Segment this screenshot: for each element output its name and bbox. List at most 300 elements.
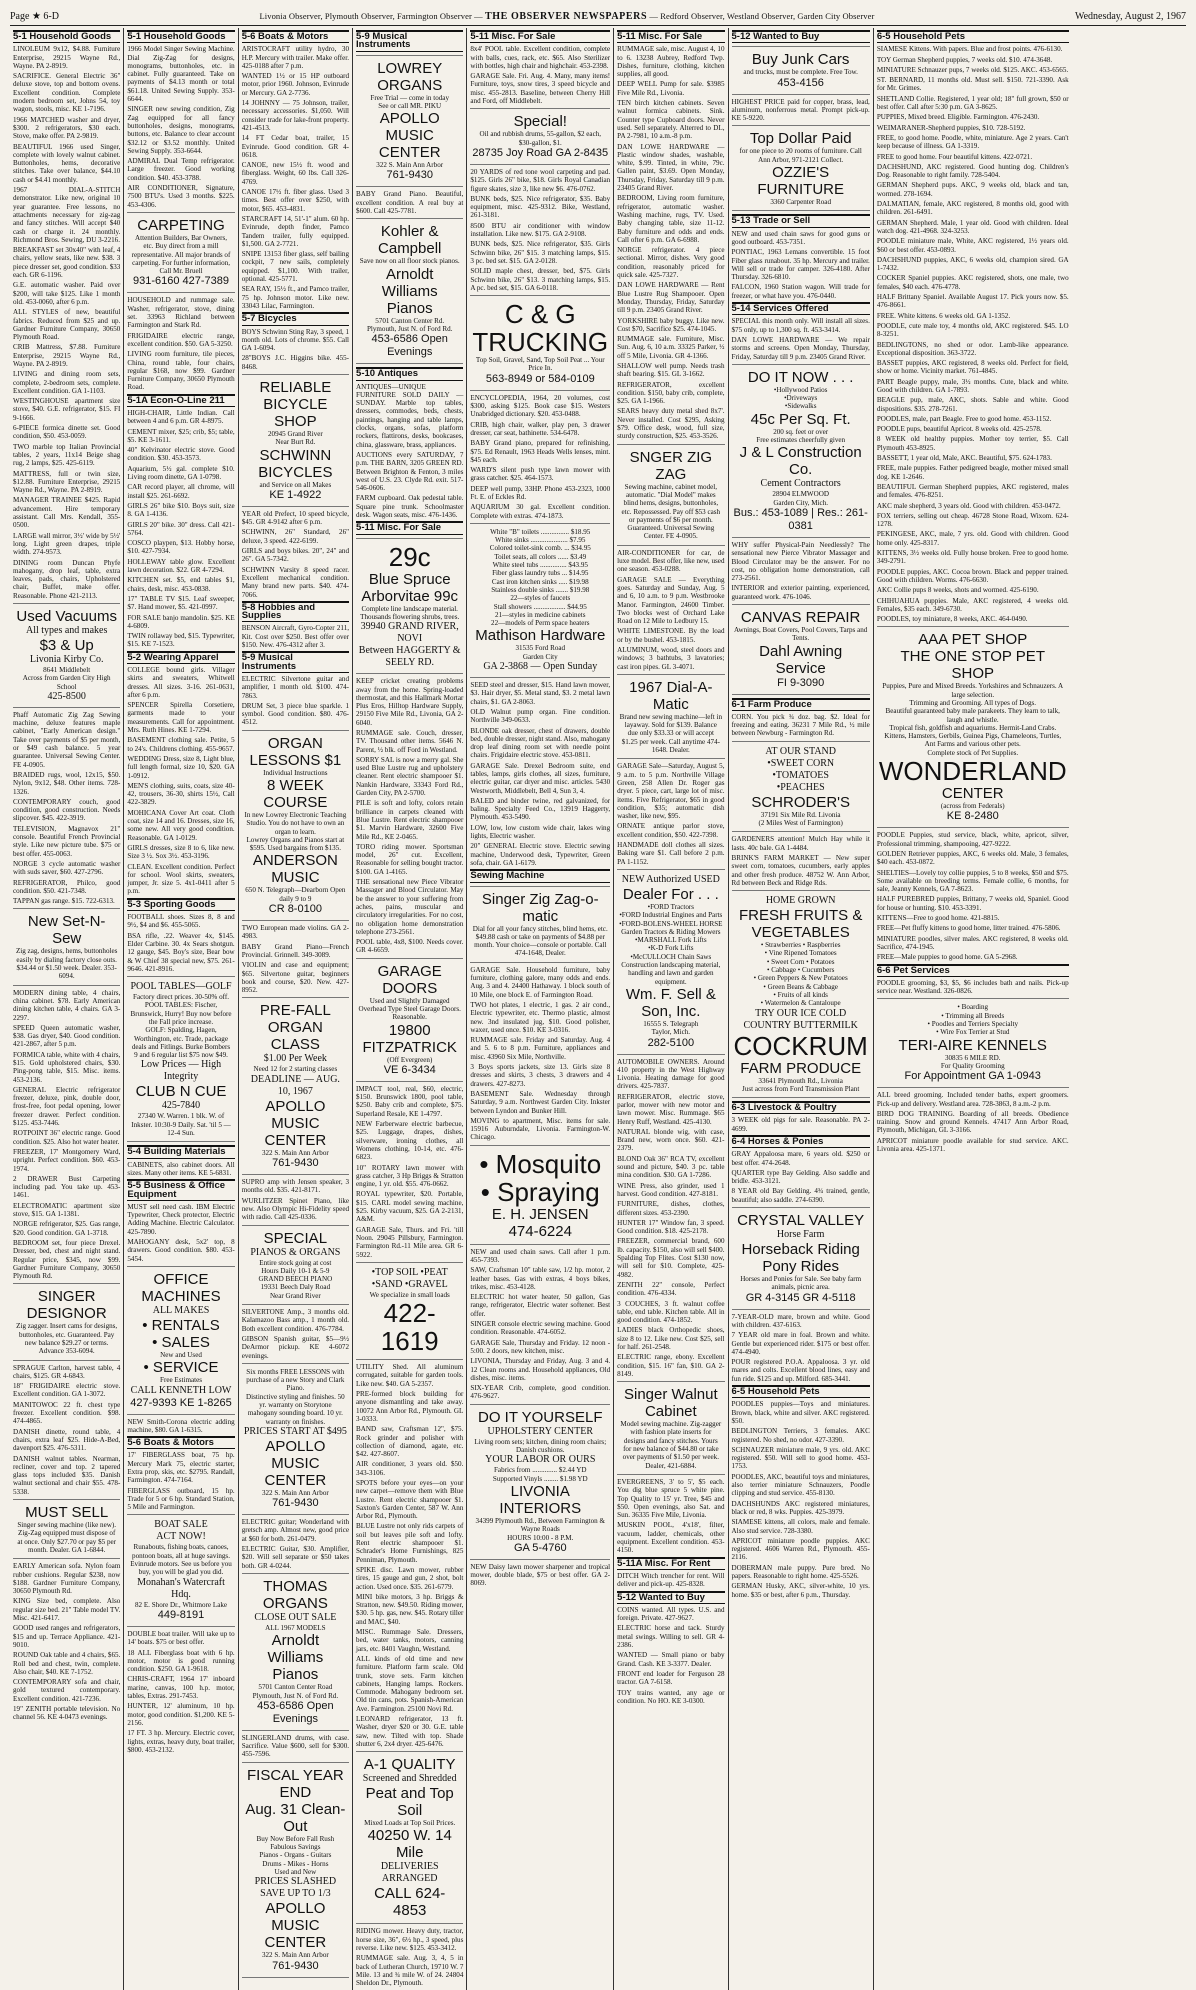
display-ad-line: 21—styles in medicine cabinets: [495, 610, 586, 619]
display-ad-line: TRY OUR ICE COLD COUNTRY BUTTERMILK: [743, 1007, 858, 1031]
classified-ad: NATURAL blonde wig, with case, Brand new, worn once. $60. 421-2379.: [617, 1127, 725, 1153]
section-heading: 6-6 Pet Services: [877, 964, 1069, 977]
display-ad-line: 16555 S. Telegraph: [643, 1019, 699, 1028]
masthead-left-papers: Livonia Observer, Plymouth Observer, Farmington Observer —: [259, 10, 483, 21]
display-ad-line: • Cabbage • Cucumbers: [766, 966, 835, 975]
classified-ad: GENERAL Electric refrigerator freezer, deluxe, pink, double door, frost-free, foot pedal opening, lower freezer drawer. Perfect condition. $125. 453-7446.: [13, 1085, 121, 1128]
display-ad-line: Used and Slightly Damaged Overhead Type Steel Garage Doors. Reasonable.: [358, 996, 461, 1022]
classified-ad: BABY Grand Piano—French Provincial. Grinnell. 349-3089.: [241, 942, 350, 959]
display-ad-line: New Set-N-Sew: [27, 913, 106, 948]
classified-ad: DACHSHUND puppies, AKC, 6 weeks old, champion sired. GA 1-7432.: [876, 255, 1069, 273]
classified-ad: GRAY Appaloosa mare, 6 years old. $250 or best offer. 474-2648.: [731, 1150, 870, 1167]
display-ad-line: Horses and Ponies for Sale. See baby farm animals, picnic area.: [740, 1275, 862, 1292]
display-ad-line: •PEACHES: [776, 781, 825, 793]
display-ad-line: Mathison Hardware: [475, 627, 606, 645]
classified-ad: BLONDE oak dresser, chest of drawers, double bed, double dresser, night stand. Also, mahogany drop leaf dining room set with needle point chairs. Frigidaire electric stove. 453-0811.: [470, 726, 611, 760]
display-ad-line: Across from Garden City High School: [22, 674, 111, 691]
section-heading: 5-7 Bicycles: [242, 312, 349, 325]
display-ad-line: LOWREY ORGANS: [377, 59, 443, 94]
display-ad: [242, 1363, 349, 1515]
classified-ad: UTILITY Shed. All aluminum corrugated, suitable for garden tools. Like new. $40. GA 5-2357.: [356, 1363, 464, 1388]
classified-ad: BLUE Lustre not only rids carpets of soil but leaves pile soft and lofty. Rent electric shampooer $1. Schrader's Home Furnishings, 825 Penniman, Plymouth.: [356, 1522, 464, 1564]
classified-ad: ELECTRIC hot water heater, 50 gallon, Gas range, refrigerator, Electric water softener. Best offer.: [470, 1293, 611, 1318]
classified-ad: DANISH dinette, round table, 4 chairs, extra leaf $25. Hide-A-Bed, davenport $25. 476-5311.: [13, 1427, 121, 1453]
classified-ad: 14 JOHNNY — 75 Johnson, trailer, necessary accessories. $1,050. Will consider trade for lake-front property. 421-4513.: [241, 99, 350, 132]
display-ad: [356, 1751, 463, 1924]
classified-ad: SHETLAND Collie. Registered, 1 year old; 18" full grown, $50 or best offer. Call after 5:30 p.m. GA 3-8625.: [876, 94, 1069, 112]
classified-ad: 14 FT Cedar boat, trailer, 15 Evinrude. Good condition. GR 4-0618.: [241, 134, 350, 159]
display-ad-line: 931-6160 427-7389: [133, 275, 230, 288]
display-ad-line: BOAT SALE: [154, 1519, 208, 1531]
classified-ad: ANTIQUES—UNIQUE FURNITURE SOLD DAILY — SUNDAY. Marble top tables, dressers, commodes, beds, chests, paintings, hanging and table lamps, clocks, organs, sofas, platform rockers, flattirons, desks, bookcases, china, glassware, brass, appliances.: [356, 382, 464, 449]
classified-ad: SACRIFICE. General Electric 36" deluxe stove, top and bottom ovens. Excellent condition. Complete modern bedroom set, Johns 54, toy wagon, stools, misc. KE 1-7196.: [13, 72, 121, 114]
display-ad-line: Used Vacuums: [16, 608, 117, 625]
classified-ad: POODLE Puppies, stud service, black, white, apricot, silver, Professional trimming, shampooing, 427-9222.: [876, 831, 1069, 848]
display-ad: [470, 886, 610, 963]
display-ad-line: Trimming and Grooming. All types of Dogs.: [909, 699, 1037, 707]
display-ad-line: 19800 FITZPATRICK: [362, 1021, 457, 1056]
classified-ad: WANTED 1½ or 15 HP outboard motor, prior 1960. Johnson, Evinrude or Mercury. GA 2-7736.: [241, 72, 350, 97]
classified-ad: POOL table, 4x8, $100. Needs cover. GR 4-6659.: [356, 938, 464, 955]
classified-ad: SUPRO amp with Jensen speaker, 3 months old. $35. 421-8171.: [241, 1178, 350, 1195]
section-heading: 5-1 Household Goods: [13, 30, 120, 43]
display-ad-line: Top Dollar Paid: [749, 130, 852, 148]
display-ad: [242, 1573, 349, 1731]
masthead-publications: [259, 11, 874, 22]
classified-ad: FREEZER, 17' Montgomery Ward, upright. Perfect condition. $60. 453-1974.: [13, 1147, 121, 1173]
display-ad-line: PRICES START AT $495: [243, 1425, 347, 1437]
display-ad: [732, 364, 870, 538]
display-ad-line: ORGAN CLASS: [267, 1019, 323, 1054]
section-heading: 6-5 Household Pets: [732, 1385, 870, 1398]
display-ad-line: Kohler & Campbell: [378, 223, 442, 258]
classified-ad: DEEP well pump, 33HP. Phone 453-2323, 1000 Ft. E. of Eckles Rd.: [470, 484, 611, 501]
section-heading: 6-3 Livestock & Poultry: [732, 1101, 870, 1114]
display-ad-line: KE 8-2480: [946, 810, 999, 823]
display-ad-line: 3360 Carpenter Road: [770, 198, 832, 207]
classified-ad: MINI bike motors, 3 hp. Briggs & Stratton, new. $49.50. Riding mower, $30. 5 hp. gas, new. $45. Rotary tiller and MAC, $40.: [356, 1592, 464, 1626]
classified-column: [353, 28, 467, 1990]
classified-ad: MINIATURE Schnauzer pups, 7 weeks old. $125. AKC. 453-6565.: [876, 65, 1069, 74]
classified-ad: TWO hot plates, 1 electric, 1 gas. 2 air cond., Electric typewriter, etc. Thermo plastic, almost new. 3nd insulated jug, $10. Good polisher, waxer, used once. $10. KE 3-0316.: [470, 1000, 611, 1034]
display-ad: [732, 890, 870, 1098]
display-ad-line: E. H. JENSEN: [491, 1205, 589, 1223]
display-ad-line: • Poodles and Terriers Specialty: [927, 1020, 1018, 1029]
display-ad-line: SPECIAL: [263, 1229, 328, 1247]
classified-ad: FOX terriers, selling out cheap. 46728 Stone Road, Wixom. 624-1278.: [876, 511, 1069, 529]
display-ad-line: Dial for all your fancy stitches, blind hems, etc. $49.88 cash or take on payments of $4.88 per month. Your choice—console or portable. Call 474-1648, Dealer.: [472, 924, 608, 958]
display-ad-line: 761-9430: [272, 1959, 319, 1972]
classified-ad: HALF PUREBRED puppies, Brittany, 7 weeks old, Spaniel. Good for house or hunting. $10. 453-3391.: [876, 895, 1069, 912]
section-heading: 5-14 Services Offered: [732, 302, 870, 315]
classified-ad: 3 WEEK old pigs for sale. Reasonable. PA 2-4699.: [731, 1116, 870, 1133]
classified-ad: POUR registered P.O.A. Appaloosa. 3 yr. old mares and colts. Excellent blood lines, easy and fun ride. $125 and up. Milford. 685-3441.: [731, 1358, 870, 1383]
classified-ad: WESTINGHOUSE apartment size stove, $40. G.E. refrigerator, $15. FI 9-1666.: [13, 397, 121, 422]
classified-column: [614, 28, 728, 1990]
display-ad-line: SNGER ZIG ZAG: [629, 448, 713, 483]
display-ad: [127, 1266, 234, 1415]
classified-ad: SCHWINN Varsity 8 speed racer. Excellent mechanical condition. Many brand new parts. $40. 474-7066.: [241, 565, 350, 599]
classified-ad: GIRLS dresses, size 8 to 6, like new. Size 3 ½. Sox 3½. 453-3196.: [127, 843, 235, 861]
classified-column: [239, 28, 353, 1990]
display-ad-line: Entire stock going at cost: [259, 1258, 332, 1267]
display-ad-line: Top Soil, Gravel, Sand, Top Soil Peat ... Your Price In.: [475, 356, 605, 373]
display-ad-line: 453-6586 Open Evenings: [371, 333, 448, 359]
classified-ad: SPOTS before your eyes—on your new carpet—remove them with Blue Lustre. Rent electric shampooer $1. Saxton's Garden Center, 587 W. Ann Arbor Rd., Plymouth.: [356, 1478, 464, 1521]
classified-ad: BSA rifle, .22. Weaver 4x, $145. Elder Carbine. 30. 4x Sears shotgun. 12 gauge, $45. Boy's size, Bear bow & W Chief 38 special new, $75. 261-9646. 421-8916.: [127, 931, 235, 973]
classified-ad: AKC male shepherd, 3 years old. Good with children. 453-0472.: [876, 501, 1061, 510]
display-ad-line: Zig zag, designs, hems, buttonholes easily by dialing factory close outs. $34.44 or $1.50 week. Dealer. 353-6094.: [15, 947, 118, 981]
classified-ad: BENSON Aircraft, Gyro-Copter 211, Kit. Cost over $250. Best offer over $150. New. 476-4312 after 3.: [241, 624, 350, 650]
display-ad-line: AAA PET SHOP: [918, 631, 1028, 649]
classified-ad: FREE. White kittens. 6 weeks old. GA 1-1352.: [876, 311, 1011, 320]
classified-ad: MODERN dining table, 4 chairs, china cabinet. $78. Early American dining kitchen table, 4 chairs. GA 3-2297.: [13, 988, 121, 1022]
display-ad: [127, 212, 234, 293]
classified-ad: LEONARD refrigerator, 13 ft. Washer, dryer $20 or 30. G.E. table saw, new. Tilted with top. Shade shutter 6, 2x4 dryer. 425-6476.: [356, 1715, 464, 1748]
display-ad-line: 39940 GRAND RIVER, NOVI: [360, 621, 459, 645]
classified-ad: POODLES puppies—Toys and miniatures. Brown, black, white and silver. AKC registered. $50.: [731, 1400, 870, 1425]
display-ad-line: New and Used: [160, 1350, 202, 1359]
display-ad-line: Taylor, Mich.: [651, 1028, 691, 1037]
display-ad: [356, 218, 463, 364]
display-ad-line: Used and New: [274, 1867, 317, 1876]
display-ad-line: 761-9430: [272, 1157, 319, 1170]
classified-column: [467, 28, 614, 1990]
display-ad-line: APOLLO MUSIC CENTER: [264, 1097, 327, 1149]
display-ad-line: FRESH FRUITS & VEGETABLES: [739, 907, 863, 942]
classified-ad: REFRIGERATOR, excellent condition. $150, baby crib, complete, $25. GA 1-1966.: [617, 380, 725, 406]
classified-ad: COCKER Spaniel puppies. AKC registered, shots, one male, two females, $40 each. 476-4778.: [876, 274, 1069, 291]
section-heading: 5-5 Business & Office Equipment: [127, 1179, 234, 1201]
classified-ad: PART Beagle puppy, male, 3½ months. Cute, black and white. Good with children. GA 1-7893.: [876, 377, 1069, 394]
display-ad-line: DELIVERIES ARRANGED: [380, 1861, 439, 1885]
display-ad: [617, 869, 724, 1055]
classified-ad: HOLLEWAY table glow. Excellent lawn decoration. $22. GR 4-7294.: [127, 557, 235, 575]
section-heading: 5-3 Sporting Goods: [127, 898, 234, 911]
classified-ad: SIAMESE Kittens. With papers. Blue and frost points. 476-6130.: [876, 45, 1063, 54]
display-ad-line: • Watermelon & Cantaloupe: [760, 999, 841, 1008]
display-ad-line: (2 Miles West of Farmington): [758, 819, 843, 828]
classified-ad: IMPACT tool, real, $60, electric, $150. Brunswick 1800, pool table, $250. Baby crib and complete, $75. Superland Resale, KE 1-4797.: [356, 1084, 464, 1118]
display-ad-line: Singer Walnut Cabinet: [624, 1386, 718, 1421]
classified-ad: SOLID maple chest, dresser, bed, $75. Girls Schwinn bike, 26" $13. 3 matching lamps, $15. A pc. bed set, $15. GA 6-0118.: [470, 267, 611, 292]
classified-ad: MANAGER TRAINEE $425. Rapid advancement. Hire temporary assistant. Call Mrs. Kendall, 355-0500.: [13, 496, 121, 530]
display-ad-line: OZZIE'S FURNITURE: [757, 164, 844, 199]
section-heading: 5-4 Building Materials: [127, 1145, 234, 1158]
display-ad-line: Fabulous Savings: [270, 1843, 321, 1852]
display-ad: [617, 674, 724, 759]
display-ad-line: ANDERSON MUSIC: [252, 852, 338, 887]
display-ad-line: 82 E. Shore Dr., Whitmore Lake: [134, 1600, 228, 1609]
section-heading: 6-1 Farm Produce: [732, 698, 870, 711]
display-ad-line: Just across from Ford Transmission Plant: [742, 1084, 860, 1093]
classified-ad: ZENITH 22" console, Perfect condition. 476-4334.: [617, 1280, 725, 1298]
classified-ad: BAND saw, Craftsman 12", $75. Rock grinder and polisher with collection of diamond, agate, etc. $42. 427-8607.: [356, 1425, 464, 1459]
classified-ad: ALL kinds of old time and new furniture. Platform farm scale. Old trunk, stove sets. Farm kitchen cabinets, Hanging lamps. Rockers. Commode. Mahogany bedroom set. Old tin cans, pots. Spanish-American Ave. Farmington. 25100 Novi Rd.: [356, 1654, 464, 1713]
display-ad-line: For Appointment GA 1-0943: [904, 1070, 1041, 1083]
classified-ad: 7-YEAR-OLD mare, brown and white. Good with children. 437-6163.: [731, 1312, 870, 1329]
display-ad-line: 20945 Grand River: [267, 429, 323, 438]
classified-ad: PUPPIES, Mixed breed. Eligible. Farmington. 476-2430.: [876, 113, 1040, 122]
classified-ad: BASEMENT Sale. Wednesday through Saturday, 9 a.m. Northwest Garden City. Inkster between Lyndon and Bunker Hill.: [470, 1089, 611, 1115]
display-ad-line: CARPETING: [137, 216, 225, 234]
display-ad-line: Buy Junk Cars: [751, 51, 850, 69]
display-ad-line: Stall showers .................. $44.95: [493, 602, 587, 611]
display-ad-line: 29c: [388, 541, 431, 572]
display-ad-line: BICYCLE SHOP: [263, 395, 328, 430]
display-ad-line: 37191 Six Mile Rd. Livonia: [760, 810, 841, 819]
display-ad: [242, 730, 349, 921]
classified-ad: CONTEMPORARY sofa and chair, gold textured contemporary. Excellent condition. 421-7236.: [13, 1678, 121, 1703]
display-ad-line: J & L Construction Co.: [739, 444, 862, 479]
display-ad-line: • Spraying: [480, 1176, 600, 1207]
display-ad-line: Lowrey Organs and Pianos start at $595. Used bargains from $135.: [246, 835, 345, 853]
display-ad: [242, 374, 349, 507]
display-ad-line: PRICES SLASHED: [254, 1876, 337, 1888]
display-ad-line: Horse Farm: [776, 1229, 825, 1241]
display-ad-line: 453-4156: [777, 76, 824, 89]
display-ad-line: • Boarding: [957, 1003, 989, 1012]
display-ad-line: THOMAS ORGANS: [262, 1577, 328, 1612]
display-ad-line: Pianos - Organs - Guitars: [259, 1851, 332, 1860]
classified-ad: WEDDING Dress, size 8, Light blue, full length formal, size 10, $20. GA 1-0912.: [127, 754, 235, 780]
display-ad-line: and trucks, must be complete. Free Tow.: [743, 68, 858, 77]
display-ad: [356, 958, 463, 1082]
classified-ad: DACHSHUNDS AKC registered miniatures, black or red, 8 wks. Puppies. 425-3979.: [731, 1499, 870, 1516]
display-ad-line: Drums - Mikes - Horns: [262, 1859, 329, 1868]
display-ad-line: Free estimates cheerfully given: [756, 436, 846, 445]
display-ad-line: (across from Federals): [940, 802, 1005, 811]
display-ad-line: Distinctive styling and finishes. 50 yr. warranty on Storytone mahogany sounding board. 10 yr. warranty on finishes.: [246, 1392, 345, 1426]
display-ad-line: •McCULLOCH Chain Saws: [630, 952, 712, 961]
display-ad-line: 27340 W. Warren. 1 blk. W. of Inkster. 10:30-9 Daily. Sat. 'til 5 — 12-4 Sun.: [131, 1112, 231, 1138]
display-ad-line: Free Estimates: [160, 1376, 202, 1385]
classified-ad: CRIB Mattress, $7.88. Furniture Enterprise, 29215 Wayne Rd., Wayne. PA 2-8919.: [13, 343, 121, 368]
classified-ad: BEAGLE pup, male, AKC, shots. Sable and white. Good dispositions. $35. 278-7261.: [876, 396, 1069, 413]
classified-ad: BUNK beds, $25. Nice refrigerator, $35. Girls Schwinn bike, 26" $15. 3 matching lamps, $15. 3 pc. bed set. $15. GA 2-0128.: [470, 240, 611, 265]
display-ad-line: YOUR LABOR OR OURS: [485, 1454, 596, 1466]
classified-ad: WURLITZER Spinet Piano, like new. Also Olympic Hi-Fidelity speed with radio. Call 425-0336.: [241, 1196, 350, 1222]
classified-ad: MUSKIN POOL, 4'x18', filter, vacuum, ladder, chemicals, other equipment. Excellent condition. 453-4150.: [617, 1521, 725, 1555]
display-ad-line: Supported Vinyls ........ $1.98 YD: [492, 1474, 588, 1483]
classified-ad: MINIATURE poodles, silver males. AKC registered, 8 weeks old. Sacrifice, 474-1945.: [876, 934, 1069, 951]
display-ad-line: 28735 Joy Road GA 2-8435: [472, 146, 609, 159]
display-ad-line: A-1 QUALITY: [363, 1756, 456, 1774]
classified-ad: AKC Collie pups 8 weeks, shots and wormed. 425-6190.: [876, 586, 1039, 595]
classified-ad: GIRLS and boys bikes. 20", 24" and 26". GA 5-7342.: [241, 547, 350, 564]
display-ad: [13, 1499, 120, 1559]
classified-ad: MOVING to apartment, Misc. items for sale. 15916 Auburndale, Livonia. Farmington-W. Chicago.: [470, 1116, 611, 1142]
display-ad: [732, 741, 870, 833]
display-ad-line: and Service on all Makes: [259, 480, 332, 489]
display-ad-line: CANVAS REPAIR: [740, 608, 861, 626]
classified-ad: CHIHUAHUA puppies. Male, AKC registered, 4 weeks old. Females, $35 each. 349-6730.: [876, 596, 1069, 613]
classified-ad: PILE is soft and lofty, colors retain brilliance in carpets cleaned with Blue Lustre. Rent electric shampooer $1. Marvin Hardware, 32600 Five Mile Rd., KE 2-0465.: [356, 799, 464, 841]
classified-ad: BOYS Schwinn Sting Ray, 3 speed, 1 month old. Lots of chrome. $55. Call GA 1-6094.: [241, 327, 350, 353]
classified-ad: SHALLOW well pump. Needs trash shaft bearing. $15. GL 3-1662.: [617, 361, 725, 379]
display-ad-line: Tropical fish, goldfish and aquariums. Hermit-Land Crabs.: [889, 723, 1057, 732]
display-ad-line: Awnings, Boat Covers, Pool Covers, Tarps and Tents.: [734, 625, 868, 643]
classified-ad: ADMIRAL Dual Temp refrigerator. Large freezer. Good working condition. $40. 453-3788.: [127, 157, 235, 182]
classified-ad: TAPPAN gas range. $15. 722-6313.: [13, 897, 115, 906]
section-heading: Sewing Machine: [470, 869, 610, 882]
display-ad-line: GR 4-3145 GR 4-5118: [745, 1291, 856, 1304]
classified-ad: HUNTER 17" Window fan, 3 speed. Good condition. $18. 425-2178.: [617, 1218, 725, 1236]
display-ad-line: CLOSE OUT SALE: [254, 1611, 337, 1623]
classified-columns: [10, 28, 1186, 1988]
classified-ad: GARAGE Sale—Saturday, August 5, 9 a.m. to 5 p.m. Northville Village Green, 258 Allen Dr. Roger gas dryer. 5 piece, cart, large lot of misc. items. Five Refrigerator, $65 in good condition, $35; automatic dish washer, like new, $95.: [617, 762, 725, 821]
display-ad-line: For Quality Grooming: [940, 1061, 1005, 1070]
classified-ad: POODLE pups, beautiful Apricot. 8 weeks old. 425-2578.: [876, 425, 1042, 434]
classified-ad: AIR conditioner, 3 years old. $50. 343-3106.: [356, 1460, 464, 1477]
classified-ad: WANTED — Small piano or baby Grand. Cash. KE 3-3377. Dealer.: [617, 1651, 725, 1668]
classified-ad: HIGHEST PRICE paid for copper, brass, lead, aluminum, nonferrous metal. Prompt pick-up. KE 5-9220.: [731, 97, 870, 123]
classified-ad: EVERGREENS, 3' to 5', $5 each. You dig blue spruce 5 white pine. Top Quality to 15' yr. Tree, $45 and $50. Open evenings, also Sat. and Sun. 36335 Five Mile, Livonia.: [617, 1477, 725, 1520]
display-ad-line: CENTER: [941, 785, 1004, 803]
display-ad-line: HOME GROWN: [765, 895, 836, 907]
display-ad-line: $1.00 Per Week: [263, 1053, 327, 1065]
classified-ad: GARAGE Sale. Drexel Bedroom suite, end tables, lamps, girls clothes, all sizes, furniture, electric guitar, car dryer and misc. articles. 5430 Westworth, Middlebelt, Bell 4, Sun 3, 4.: [470, 761, 611, 795]
classified-ad: SPEED Queen automatic washer, $38. Gas dryer, $40. Good condition. 421-2867, after 5 p.m.: [13, 1023, 121, 1049]
classified-ad: WINE Press, also grinder, used 1 harvest. Good condition. 427-8181.: [617, 1181, 725, 1198]
display-ad-line: Dealer For . . .: [622, 885, 719, 903]
classified-ad: BALED and binder twine, red galvanized, for baling. Specialty Feed Co., 13919 Haggerty, Plymouth. 453-5490.: [470, 796, 611, 822]
display-ad-line: 33641 Plymouth Rd., Livonia: [758, 1076, 843, 1085]
classified-ad: POODLE grooming, $3, $5, $6 includes bath and nails. Pick-up service near. Westland. 326-0826.: [876, 978, 1069, 996]
classified-ad: 1966 MATCHED washer and dryer, $300. 2 refrigerators, $30 each. Stove, make offer. PA 2-9819.: [13, 115, 121, 141]
display-ad-line: In new Lowrey Electronic Teaching Studio. You do not have to own an organ to learn.: [244, 811, 347, 836]
classified-ad: GARAGE Sale, Thurs. and Fri. 'till Noon. 29045 Pillsbury, Farmington. Farmington Rd.-11 Mile area. GR 6-5922.: [356, 1225, 464, 1259]
display-ad-line: Zig zagger. Insert cams for designs, buttonholes, etc. Guaranteed. Pay new balance $29.27 or terms. Advance 353-6094.: [16, 1322, 118, 1356]
classified-ad: FOOTBALL shoes. Sizes 8, 8 and 9½, $4 and $6. 455-5065.: [127, 913, 235, 930]
classified-column: [10, 28, 124, 1990]
display-ad-line: 200 sq. feet or over: [773, 427, 829, 436]
classified-ad: LINOLEUM 9x12, $4.88. Furniture Enterprise, 29215 Wayne Rd., Wayne. PA 2-8919.: [13, 45, 121, 70]
classified-ad: SEARS heavy duty metal shed 8x7'. Never installed. Cost $295, Asking $79. Office desk, wood, full size, sturdy construction, $25. 453-3526.: [617, 407, 725, 441]
display-ad: [470, 295, 610, 391]
classified-ad: COLLEGE bound girls. Villager skirts and sweaters, Whitwell dresses. All sizes. 3-16. 261-0631, after 6 p.m.: [127, 666, 235, 699]
classified-ad: TOY German Shepherd puppies, 7 weeks old. $10. 474-3648.: [876, 55, 1053, 64]
display-ad-line: 22—models of Perm space heaters: [491, 619, 590, 628]
classified-ad: ALUMINUM, wood, steel doors and windows; 3 bathtubs, 3 lavatories; cast iron pipes. GL 3-4071.: [617, 646, 725, 671]
classified-ad: CRIB, high chair, walker, play pen, 3 drawer dresser, car seat, bathinette. 534-6478.: [470, 420, 611, 437]
classified-ad: DOUBLE boat trailer. Will take up to 14' boats. $75 or best offer.: [127, 1629, 235, 1647]
display-ad-line: Garden City, Mich.: [773, 498, 829, 507]
section-heading: 5-10 Antiques: [356, 367, 463, 380]
classified-ad: 6-PIECE formica dinette set. Good condition, $50. 453-0059.: [13, 424, 121, 441]
display-ad-line: APOLLO MUSIC CENTER: [264, 1900, 327, 1952]
classified-ad: MOHICANA Cover Art coat. Cloth coat, size 14 and 16. Dresses, size 16, some new. All very good condition. Reasonable. GA 1-0129.: [127, 808, 235, 842]
display-ad-line: CALL 624-4853: [374, 1885, 446, 1920]
classified-ad: MANITOWOC 22 ft. chest type freezer. Excellent condition. $98. 474-4865.: [13, 1400, 121, 1426]
classified-ad: AUCTIONS every SATURDAY, 7 p.m. THE BARN, 3205 GREEN RD. Between Brighton & Fenton, 3 miles west of U.S. 23. Clyde Rd. exit. 517-546-0606.: [356, 450, 464, 493]
classified-ad: DANISH walnut tables. Nearman, recliner, cover and top. 2 tapered glass tops included $35. Danish walnut sectional and chair $55. 478-5338.: [13, 1454, 121, 1496]
display-ad-line: HOURS 10:00 - 8 P.M.: [507, 1533, 574, 1542]
classified-ad: CEMENT mixer, $25; crib, $5; table, $5. KE 3-1611.: [127, 427, 235, 444]
section-heading: 5-9 Musical Instruments: [356, 30, 463, 52]
display-ad-line: Near Burt Rd.: [275, 438, 316, 447]
classified-ad: TWO European made violins. GA 2-4983.: [241, 924, 350, 941]
classified-ad: PEKINGESE, AKC, male, 7 yrs. old. Good with children. Good home only. 425-8317.: [876, 530, 1069, 547]
classified-ad: HUNTER, 12' aluminum, 10 hp. motor, good condition. $1,200. KE 5-2156.: [127, 1702, 235, 1727]
display-ad-line: SCHWINN BICYCLES: [258, 446, 333, 481]
classified-ad: PONTIAC, 1963 Lemans convertible. 15 foot Fiber glass runabout. 35 hp. Mercury and trailer. Will sell or trade for camper. 326-4180. After Thursday. 326-6810.: [731, 248, 870, 282]
classified-ad: DEEP WELL Pump for sale. $3985 Five Mile Rd., Livonia.: [617, 80, 725, 97]
display-ad-line: 45c Per Sq. Ft.: [750, 410, 851, 428]
classified-ad: BRINK'S FARM MARKET — New super sweet corn, tomatoes, cucumbers, early apples and other fresh produce. 48752 W. Ann Arbor, Rd between Beck and Ridge Rds.: [731, 853, 870, 887]
classified-ad: ELECTRIC range, ebony. Excellent condition, $15. 16" fan, $10. GA 2-8149.: [617, 1353, 725, 1378]
display-ad-line: Brand new sewing machine—left in layaway. Sold for $139. Balance due only $33.33 or will accept $1.25 per week. Call anytime 474-1648. Dealer.: [619, 712, 723, 755]
display-ad-line: Singer sewing machine (like new). Zig-Zag equipped must dispose of at once. Only $27.70 or pay $5 per month. Dealer. GA 1-6844.: [17, 1521, 117, 1554]
display-ad-line: • Trimming all Breeds: [941, 1011, 1005, 1020]
classified-ad: ELECTRIC guitar; Wonderland with gretsch amp. Almost new, good price at $60 for both. 261-0479.: [241, 1518, 350, 1543]
classified-ad: CONTEMPORARY couch, good condition, good construction. Needs slipcover. $45. 422-3919.: [13, 797, 121, 823]
section-heading: 5-12 Wanted to Buy: [617, 1591, 724, 1604]
display-ad-line: FARM PRODUCE: [740, 1059, 862, 1077]
classified-ad: POODLE, cute male toy, 4 months old, AKC registered. $45. LO 8-3251.: [876, 321, 1069, 339]
classified-ad: NEW Farberware electric barbecue, $25. Luggage, drapes, dishes, silverware, ironing clothes, all Womens clothing, 10-14, etc. 476-6823.: [356, 1120, 464, 1162]
display-ad-line: •FORD-BOLENS-WHEEL HORSE Garden Tractors & Riding Mowers: [619, 919, 723, 936]
display-ad-line: 761-9430: [272, 1497, 319, 1510]
section-heading: 5-11A Misc. For Rent: [617, 1557, 724, 1570]
classified-ad: 10" ROTARY lawn mower with grass catcher, 3 Hp Briggs & Stratton engine, 1 yr. old. $55. 476-0662.: [356, 1163, 464, 1189]
classified-ad: OLD Walnut pump organ. Fine condition. Northville 349-0633.: [470, 707, 611, 725]
display-ad-line: 40250 W. 14 Mile: [367, 1827, 452, 1862]
display-ad: [127, 976, 234, 1142]
classified-ad: SIAMESE kittens, all colors, male and female. Also stud service. 728-3380.: [731, 1518, 870, 1535]
display-ad: [242, 1762, 349, 1978]
classified-ad: SORRY SAL is now a merry gal. She used Blue Lustre rug and upholstery cleaner. Rent electric shampooer $1. Nankin Hardware, 33343 Ford Rd., Garden City, PA 2-5700.: [356, 755, 464, 798]
classified-ad: ST. BERNARD, 11 months old. Must sell. $150. 721-3390. Ask for Mr. Grimes.: [876, 76, 1069, 93]
classified-ad: 2 DRAWER Bust Carpeting including pad. You take up. 453-1461.: [13, 1174, 121, 1200]
display-ad-line: •TOP SOIL •PEAT: [371, 1266, 448, 1278]
classified-ad: YEAR old Prefect, 10 speed bicycle, $45. GR 4-9142 after 6 p.m.: [241, 509, 350, 527]
display-ad: [732, 604, 870, 695]
classified-ad: CANOE 17½ ft. fiber glass. Used 3 times. Best offer over $250, with motor, $65. 453-4831.: [241, 188, 350, 213]
display-ad-line: MUST SELL: [25, 1504, 109, 1522]
display-ad-line: Aug. 31 Clean-Out: [245, 1800, 346, 1835]
display-ad-line: KE 1-4922: [269, 488, 322, 501]
section-heading: 5-11 Misc. For Sale: [356, 521, 463, 534]
display-ad-line: 8641 Middlebelt: [43, 666, 91, 674]
classified-ad: COSCO playpen, $13. Hobby horse, $10. 427-7934.: [127, 539, 235, 556]
display-ad-line: 28904 ELMWOOD: [772, 490, 829, 499]
display-ad-line: Near Grand River: [269, 1291, 321, 1300]
display-ad-line: 19331 Beech Daly Road: [260, 1283, 331, 1292]
classified-ad: GERMAN Husky, AKC, silver-white, 10 yrs. home. $35 or best, after 6 p.m., Thursday.: [731, 1582, 870, 1599]
display-ad-line: Special!: [513, 113, 567, 131]
display-ad-line: • Green Beans & Cabbage: [763, 982, 838, 991]
classified-ad: BASSET puppies, AKC registered, 8 weeks old. Perfect for field, show or home. Vicinity market. 761-4845.: [876, 359, 1069, 376]
display-ad-line: 5701 Canton Center Rd.: [375, 316, 445, 325]
display-ad: [877, 998, 1069, 1088]
classified-ad: GARAGE Sale, Thursday and Friday. 12 noon - 5:00. 2 doors, new kitchen, misc.: [470, 1338, 611, 1355]
classified-ad: THE sensational new Piece Vibrator Massager and Blood Circulator. May be the answer to your suffering from aches, pains, muscular and circulatory irregularities. For no cost, no obligation home demonstration telephone 273-2561.: [356, 878, 464, 936]
display-ad-line: Arnoldt Williams Pianos: [267, 1632, 324, 1684]
display-ad-line: Hours Daily 10-1 & 5-9: [261, 1266, 330, 1275]
classified-ad: WHITE LIMESTONE. By the load or by the bushel. 453-1815.: [617, 627, 725, 644]
display-ad-line: Low Prices — High Integrity: [140, 1059, 222, 1083]
classified-ad: TWO marble top Italian Provincial tables, 2 years, 11x14 Beige shag rug, 2 lamps, $25. 425-6119.: [13, 442, 121, 468]
classified-ad: ARISTOCRAFT utility hydro, 30 H.P. Mercury with trailer. Make offer. 425-0188 after 7 p.m.: [241, 45, 350, 70]
display-ad-line: UPHOLSTERY CENTER: [487, 1425, 593, 1437]
classified-ad: LOW, low, low custom wide chair, lakes wing lights, Electric washer.: [470, 823, 611, 841]
display-ad-line: White sinks ..................... $7.95: [495, 536, 586, 545]
display-ad-line: 453-6586 Open Evenings: [257, 1699, 334, 1725]
classified-ad: ELECTRIC Silvertone guitar and amplifier, 1 month old. $100. 474-7863.: [241, 674, 350, 700]
classified-ad: ROYAL typewriter, $20. Portable, $15. CARL model sewing machine, $25. Kirby vacuum, $25. GA 2-2131, A&M.: [356, 1190, 464, 1224]
classified-ad: DAN LOWE HARDWARE — We repair storms and screens. Open Monday, Thursday, Friday, Saturday till 9 p.m. 23405 Grand River.: [731, 335, 870, 361]
